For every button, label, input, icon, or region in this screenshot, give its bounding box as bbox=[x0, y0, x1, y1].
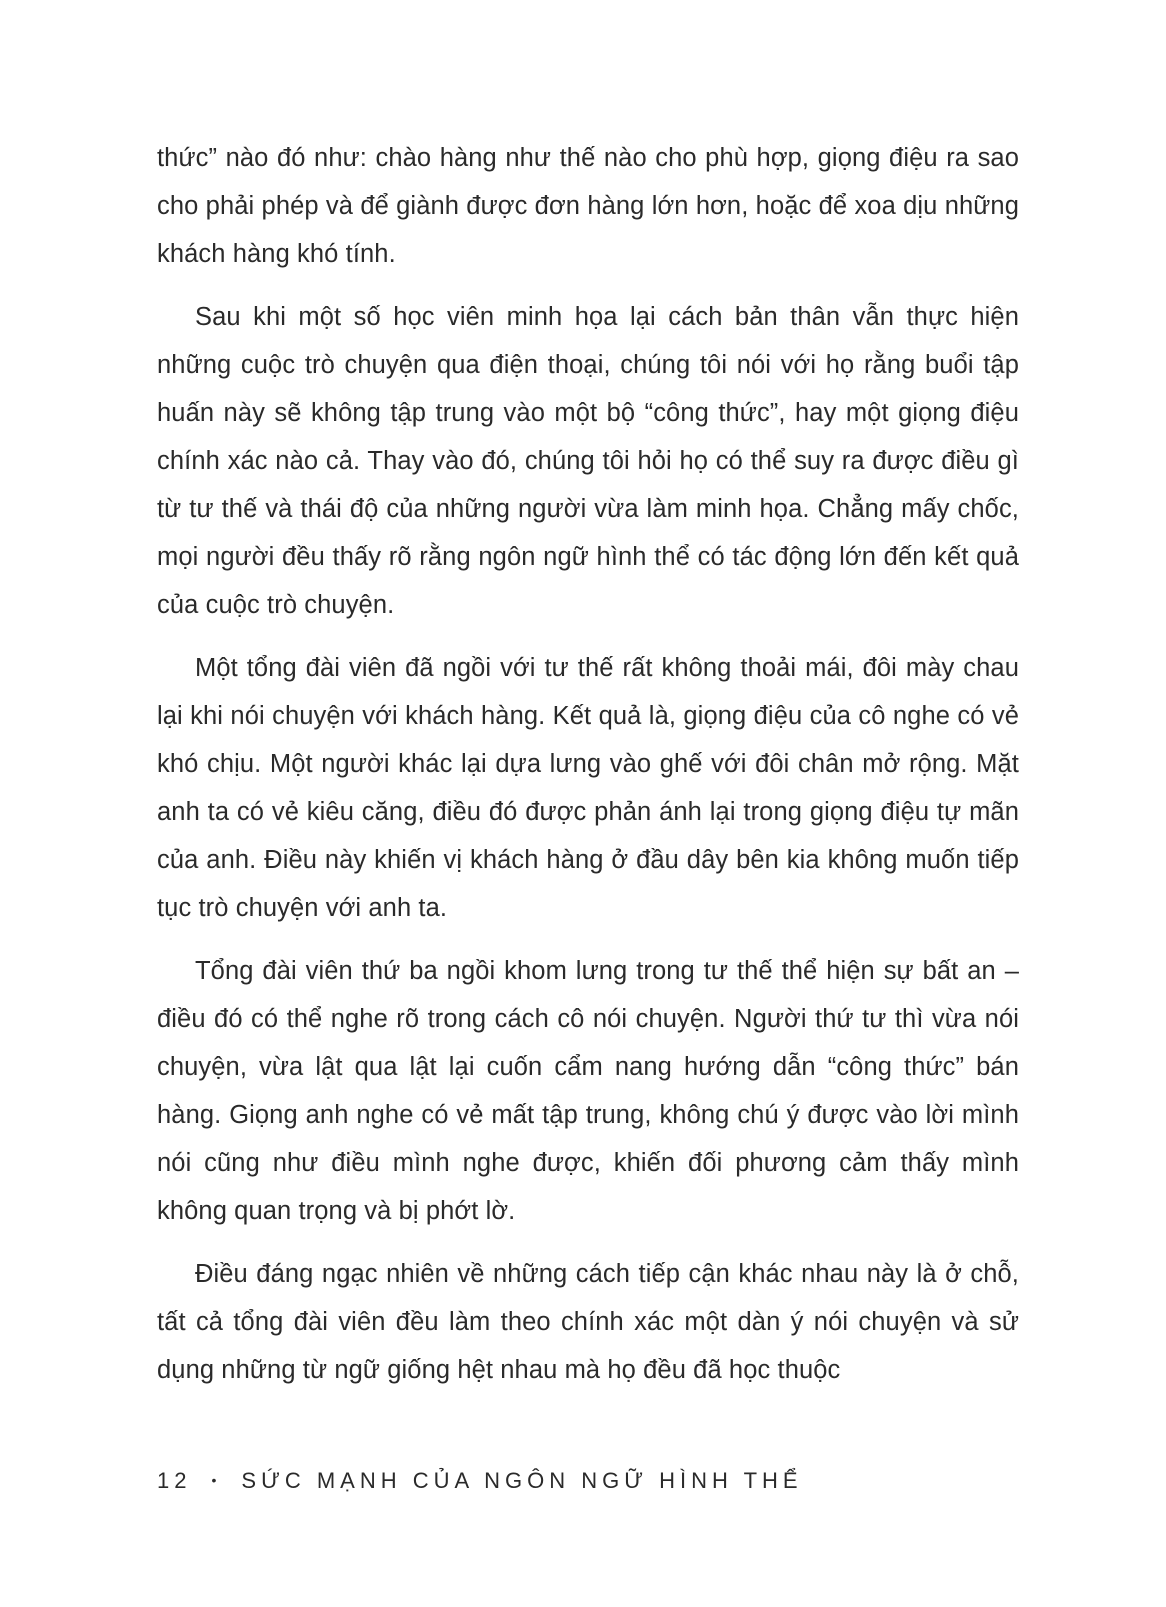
running-title: SỨC MẠNH CỦA NGÔN NGỮ HÌNH THỂ bbox=[241, 1468, 803, 1493]
page-number: 12 bbox=[157, 1468, 192, 1493]
paragraph: Điều đáng ngạc nhiên về những cách tiếp cận khác nhau này là ở chỗ, tất cả tổng đài viên đều làm theo chính xác một dàn ý nói chuyện và sử dụng những từ ngữ giống hệt nhau mà họ đều đã học thuộc bbox=[157, 1260, 1019, 1384]
body-text bbox=[157, 134, 1019, 1409]
paragraph: Một tổng đài viên đã ngồi với tư thế rất không thoải mái, đôi mày chau lại khi nói chuyện với khách hàng. Kết quả là, giọng điệu của cô nghe có vẻ khó chịu. Một người khác lại dựa lưng vào ghế với đôi chân mở rộng. Mặt anh ta có vẻ kiêu căng, điều đó được phản ánh lại trong giọng điệu tự mãn của anh. Điều này khiến vị khách hàng ở đầu dây bên kia không muốn tiếp tục trò chuyện với anh ta. bbox=[157, 654, 1019, 922]
page-footer bbox=[157, 1468, 803, 1494]
paragraph: Tổng đài viên thứ ba ngồi khom lưng trong tư thế thể hiện sự bất an – điều đó có thể nghe rõ trong cách cô nói chuyện. Người thứ tư thì vừa nói chuyện, vừa lật qua lật lại cuốn cẩm nang hướng dẫn “công thức” bán hàng. Giọng anh nghe có vẻ mất tập trung, không chú ý được vào lời mình nói cũng như điều mình nghe được, khiến đối phương cảm thấy mình không quan trọng và bị phớt lờ. bbox=[157, 957, 1019, 1225]
footer-separator: • bbox=[211, 1472, 222, 1489]
paragraph-continuation: thức” nào đó như: chào hàng như thế nào cho phù hợp, giọng điệu ra sao cho phải phép và để giành được đơn hàng lớn hơn, hoặc để xoa dịu những khách hàng khó tính. bbox=[157, 144, 1019, 268]
paragraph: Sau khi một số học viên minh họa lại cách bản thân vẫn thực hiện những cuộc trò chuyện qua điện thoại, chúng tôi nói với họ rằng buổi tập huấn này sẽ không tập trung vào một bộ “công thức”, hay một giọng điệu chính xác nào cả. Thay vào đó, chúng tôi hỏi họ có thể suy ra được điều gì từ tư thế và thái độ của những người vừa làm minh họa. Chẳng mấy chốc, mọi người đều thấy rõ rằng ngôn ngữ hình thể có tác động lớn đến kết quả của cuộc trò chuyện. bbox=[157, 303, 1019, 619]
